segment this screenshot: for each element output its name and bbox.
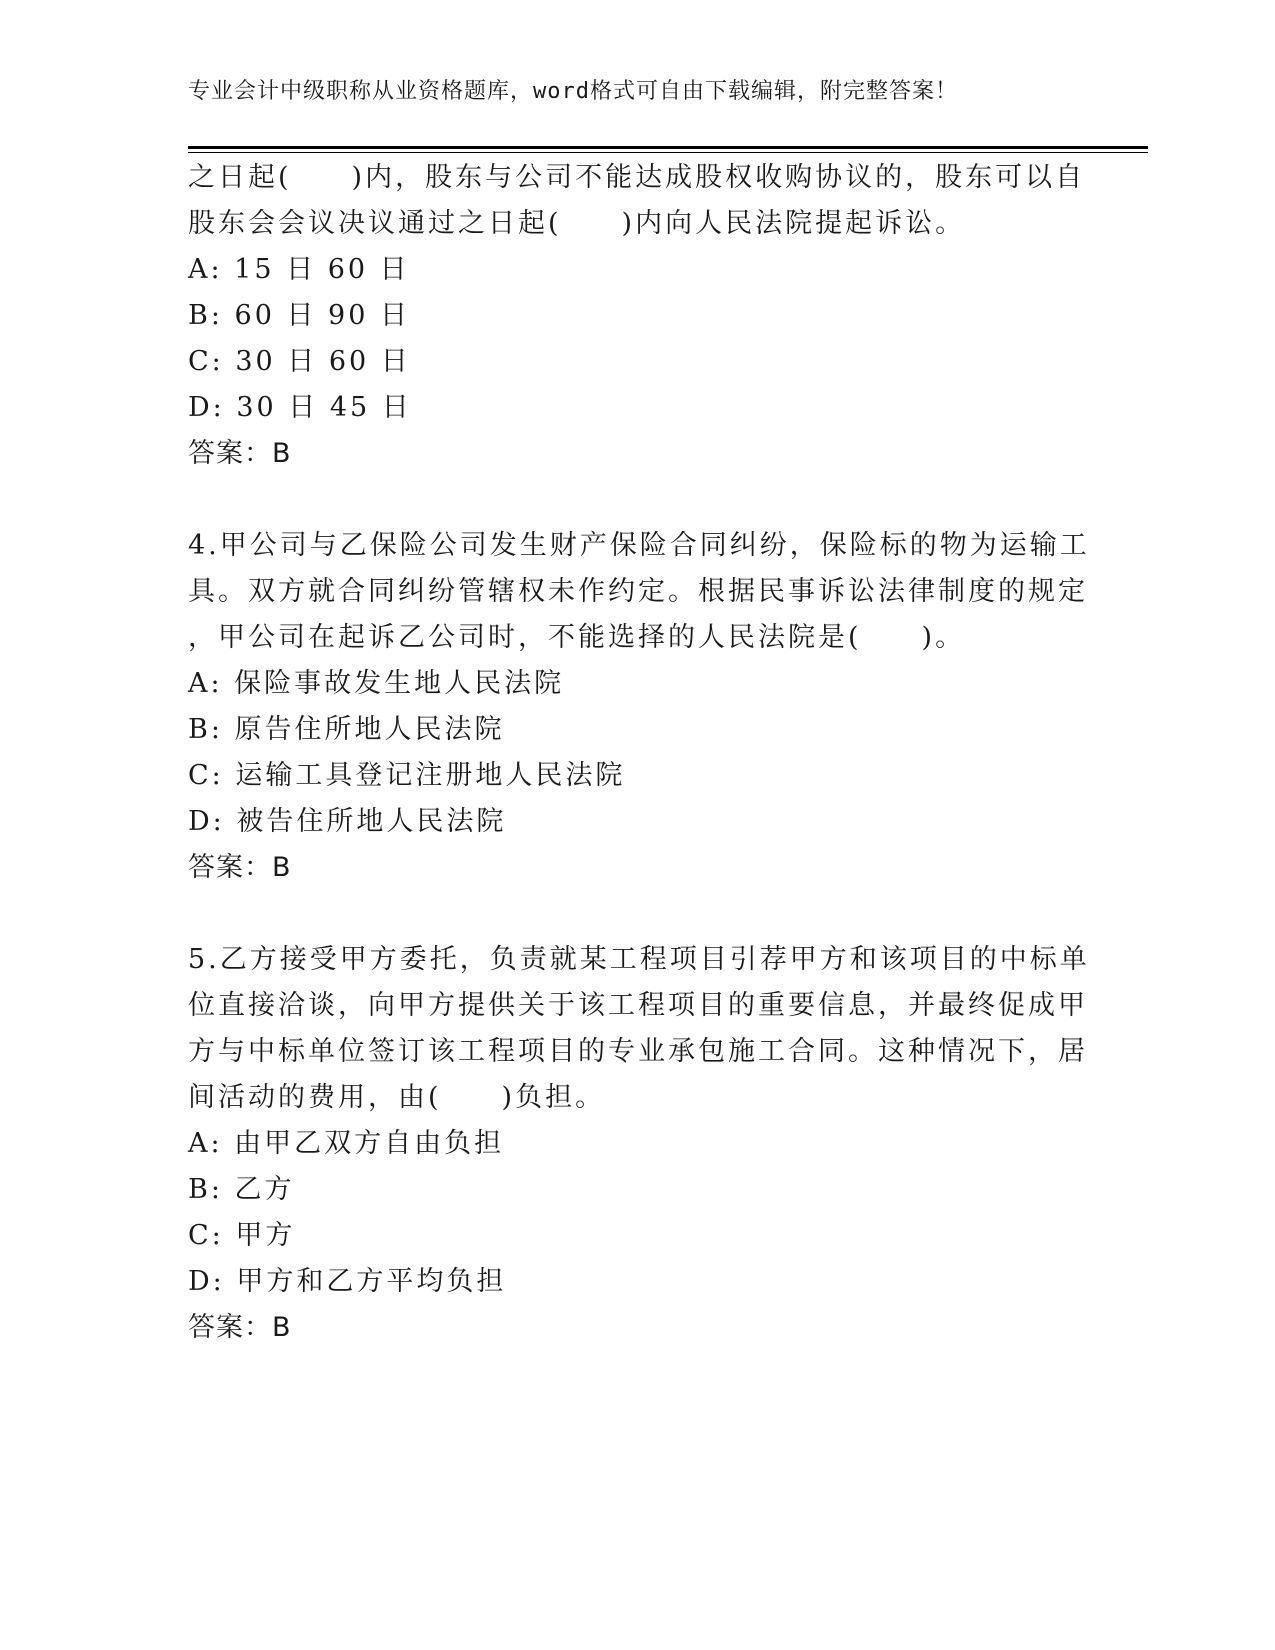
answer-line: 答案：B bbox=[188, 1312, 292, 1343]
option-a: A: 由甲乙双方自由负担 bbox=[188, 1128, 505, 1159]
option-d: D: 30 日 45 日 bbox=[188, 392, 412, 423]
option-c: C: 甲方 bbox=[188, 1220, 296, 1251]
question-block bbox=[188, 155, 1086, 477]
header-rule-thick bbox=[188, 146, 1148, 149]
question-text-line: 具。双方就合同纠纷管辖权未作约定。根据民事诉讼法律制度的规定 bbox=[188, 576, 1088, 607]
option-c: C: 运输工具登记注册地人民法院 bbox=[188, 760, 626, 791]
option-b: B: 60 日 90 日 bbox=[188, 300, 410, 331]
question-text-line: 4.甲公司与乙保险公司发生财产保险合同纠纷，保险标的物为运输工 bbox=[188, 530, 1090, 561]
option-b: B: 乙方 bbox=[188, 1174, 295, 1205]
question-block bbox=[188, 523, 1090, 891]
option-a: A: 15 日 60 日 bbox=[188, 254, 410, 285]
question-text-line: 5.乙方接受甲方委托，负责就某工程项目引荐甲方和该项目的中标单 bbox=[188, 944, 1090, 975]
option-d: D: 被告住所地人民法院 bbox=[188, 806, 507, 837]
option-d: D: 甲方和乙方平均负担 bbox=[188, 1266, 507, 1297]
header-rule-thin bbox=[188, 152, 1148, 153]
spacer bbox=[188, 891, 1068, 937]
answer-line: 答案：B bbox=[188, 438, 292, 469]
spacer bbox=[188, 477, 1068, 523]
question-list bbox=[188, 155, 1090, 1351]
question-text-line: 间活动的费用，由( )负担。 bbox=[188, 1082, 606, 1113]
option-c: C: 30 日 60 日 bbox=[188, 346, 411, 377]
question-text-line: 股东会会议决议通过之日起( )内向人民法院提起诉讼。 bbox=[188, 208, 966, 239]
question-text-line: 之日起( )内，股东与公司不能达成股权收购协议的，股东可以自 bbox=[188, 162, 1086, 193]
question-text-line: 方与中标单位签订该工程项目的专业承包施工合同。这种情况下，居 bbox=[188, 1036, 1088, 1067]
page-header: 专业会计中级职称从业资格题库，word格式可自由下载编辑，附完整答案！ bbox=[188, 79, 958, 104]
option-a: A: 保险事故发生地人民法院 bbox=[188, 668, 565, 699]
option-b: B: 原告住所地人民法院 bbox=[188, 714, 505, 745]
question-text-line: ，甲公司在起诉乙公司时，不能选择的人民法院是( )。 bbox=[188, 622, 966, 653]
question-text-line: 位直接洽谈，向甲方提供关于该工程项目的重要信息，并最终促成甲 bbox=[188, 990, 1088, 1021]
answer-line: 答案：B bbox=[188, 852, 292, 883]
question-block bbox=[188, 937, 1090, 1351]
